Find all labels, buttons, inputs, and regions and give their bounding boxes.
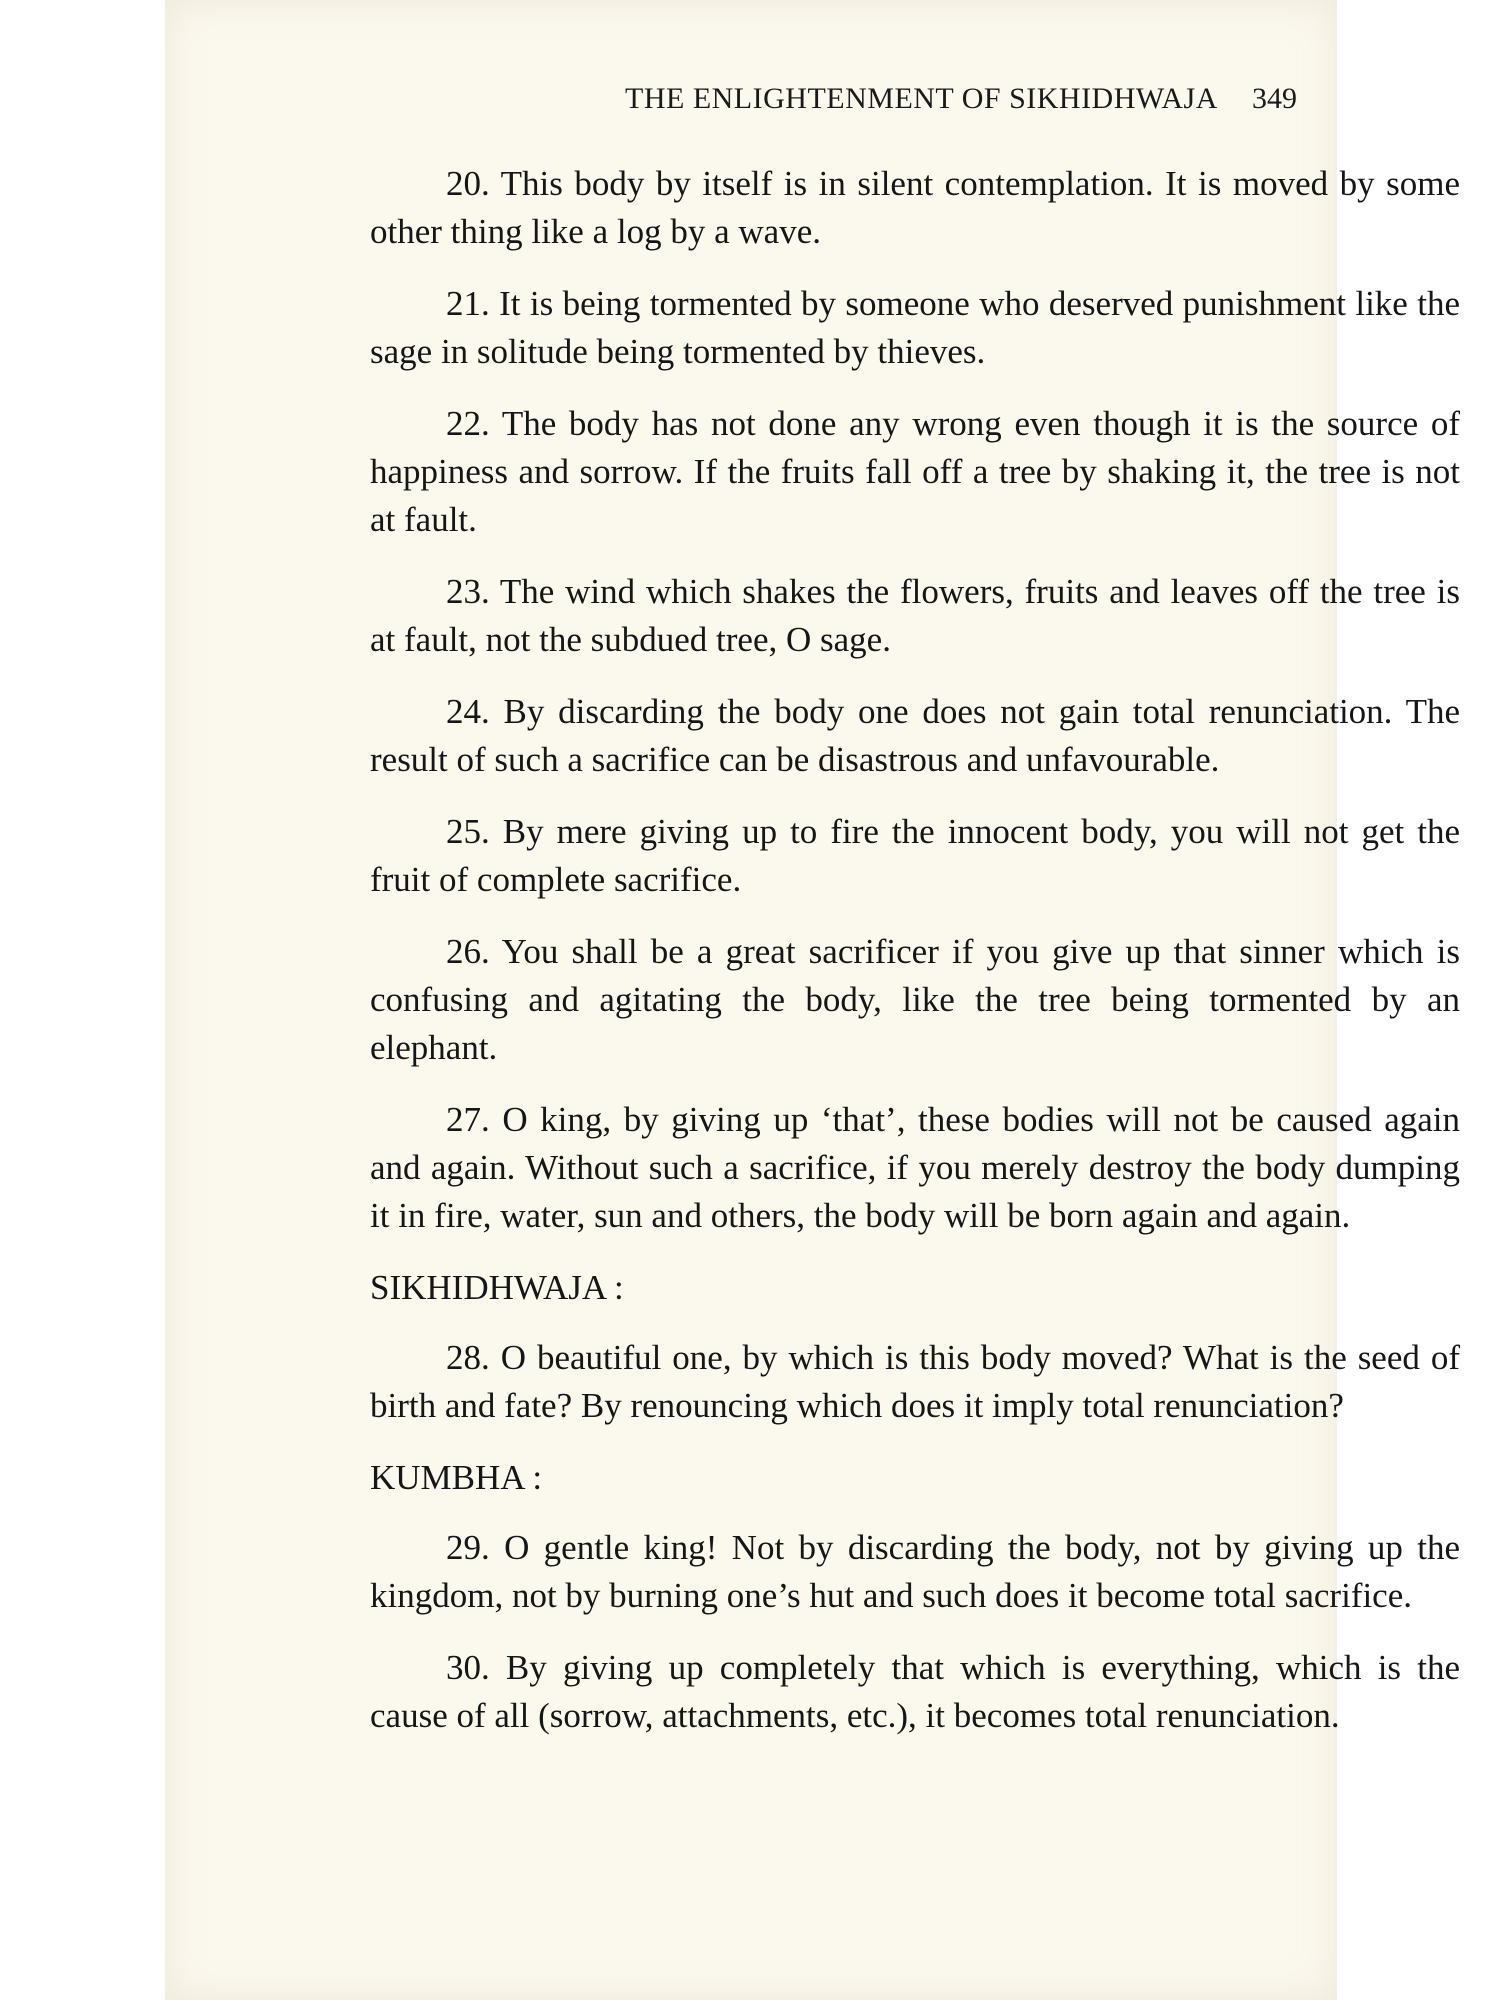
verse-30: 30. By giving up completely that which is everything, which is the cause of all (sorrow, attachments, etc.), it becomes total renunciation. xyxy=(370,1648,1460,1735)
page-number: 349 xyxy=(1252,82,1297,115)
verse-26: 26. You shall be a great sacrificer if you give up that sinner which is confusing and agitating the body, like the tree being tormented by an elephant. xyxy=(370,932,1460,1067)
verse-21: 21. It is being tormented by someone who deserved punishment like the sage in solitude being tormented by thieves. xyxy=(370,284,1460,371)
book-page xyxy=(165,0,1460,2000)
verse-22: 22. The body has not done any wrong even though it is the source of happiness and sorrow. If the fruits fall off a tree by shaking it, the tree is not at fault. xyxy=(370,404,1460,539)
verse-27: 27. O king, by giving up ‘that’, these bodies will not be caused again and again. Without such a sacrifice, if you merely destroy the body dumping it in fire, water, sun and others, the body will be born again and again. xyxy=(370,1100,1460,1235)
verse-28: 28. O beautiful one, by which is this body moved? What is the seed of birth and fate? By renouncing which does it imply total renunciation? xyxy=(370,1338,1460,1425)
speaker-sikhidhwaja: SIKHIDHWAJA : xyxy=(370,1268,624,1307)
verse-24: 24. By discarding the body one does not gain total renunciation. The result of such a sacrifice can be disastrous and unfavourable. xyxy=(370,692,1460,779)
running-title: THE ENLIGHTENMENT OF SIKHIDHWAJA xyxy=(625,82,1218,115)
verse-23: 23. The wind which shakes the flowers, fruits and leaves off the tree is at fault, not the subdued tree, O sage. xyxy=(370,572,1460,659)
page-body xyxy=(370,160,1460,1764)
verse-29: 29. O gentle king! Not by discarding the body, not by giving up the kingdom, not by burning one’s hut and such does it become total sacrifice. xyxy=(370,1528,1460,1615)
verse-25: 25. By mere giving up to fire the innocent body, you will not get the fruit of complete sacrifice. xyxy=(370,812,1460,899)
speaker-kumbha: KUMBHA : xyxy=(370,1458,543,1497)
verse-20: 20. This body by itself is in silent contemplation. It is moved by some other thing like a log by a wave. xyxy=(370,164,1460,251)
page-header xyxy=(370,82,1297,122)
